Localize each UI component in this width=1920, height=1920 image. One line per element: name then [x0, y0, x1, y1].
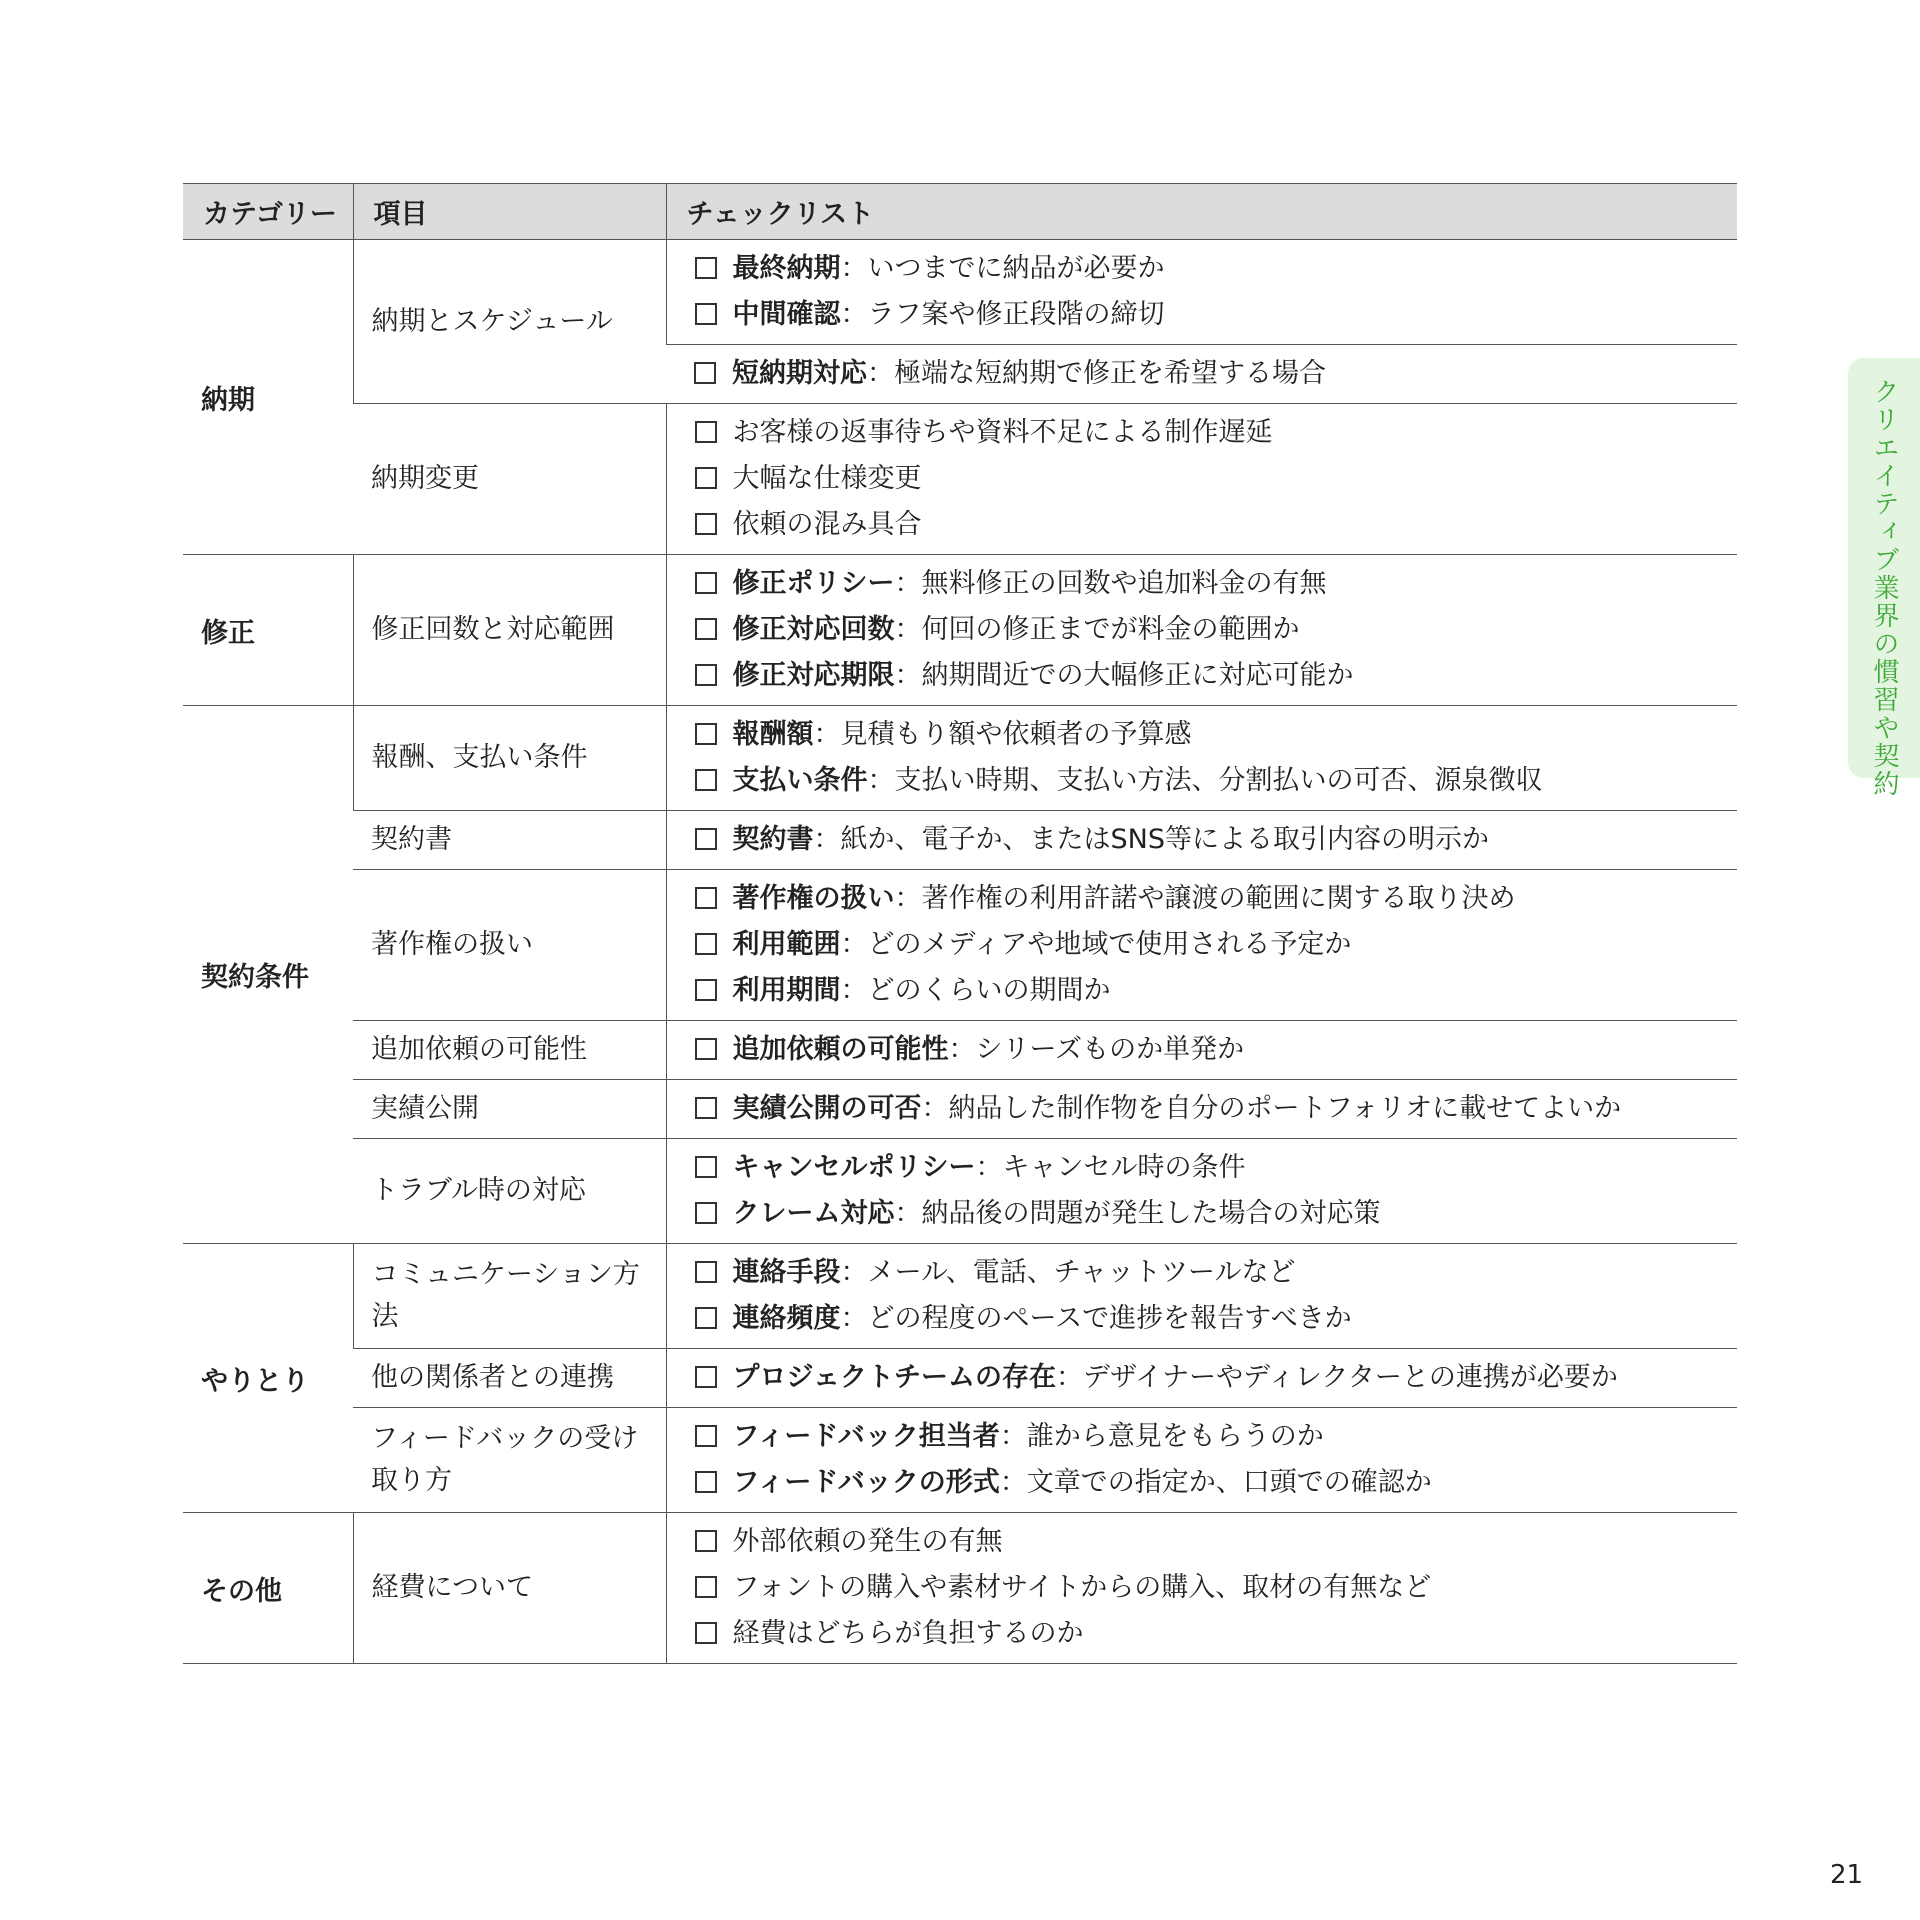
checklist-text: お客様の返事待ちや資料不足による制作遅延	[732, 417, 1273, 448]
checklist-text: ：納品した制作物を自分のポートフォリオに載せてよいか	[921, 1093, 1622, 1124]
checklist-item	[695, 1086, 1738, 1132]
checklist-cell	[666, 1139, 1737, 1244]
checkbox-icon[interactable]	[695, 1425, 717, 1447]
checklist-key: 修正対応回数	[732, 614, 895, 645]
table-row	[183, 404, 1737, 555]
checklist-text: 外部依頼の発生の有無	[732, 1526, 1003, 1557]
checklist-text: ：極端な短納期で修正を希望する場合	[867, 358, 1326, 389]
category-cell: その他	[183, 1513, 353, 1664]
checklist-item	[695, 758, 1738, 804]
checklist-key: 修正ポリシー	[732, 568, 895, 599]
checklist-text: 依頼の混み具合	[732, 509, 922, 540]
page-number: 21	[1830, 1860, 1864, 1890]
item-cell: 追加依頼の可能性	[353, 1021, 666, 1080]
checklist-text: ：いつまでに納品が必要か	[840, 253, 1165, 284]
checklist-text: ：どの程度のペースで進捗を報告すべきか	[840, 1303, 1352, 1334]
checkbox-icon[interactable]	[695, 769, 717, 791]
checklist-item	[695, 922, 1738, 968]
category-cell: 納期	[183, 240, 353, 555]
item-cell: 報酬、支払い条件	[353, 706, 666, 811]
item-cell: 修正回数と対応範囲	[353, 555, 666, 706]
checkbox-icon[interactable]	[695, 1097, 717, 1119]
checkbox-icon[interactable]	[695, 1156, 717, 1178]
table-row	[183, 1139, 1737, 1244]
checklist-key: 修正対応期限	[732, 660, 895, 691]
checkbox-icon[interactable]	[695, 572, 717, 594]
checklist-text: ：無料修正の回数や追加料金の有無	[894, 568, 1327, 599]
checkbox-icon[interactable]	[695, 1530, 717, 1552]
chapter-tab-label: クリエイティブ業界の慣習や契約	[1869, 378, 1899, 798]
checkbox-icon[interactable]	[695, 664, 717, 686]
checklist-text: ：シリーズものか単発か	[948, 1034, 1245, 1065]
checkbox-icon[interactable]	[695, 421, 717, 443]
checklist-item	[695, 456, 1738, 502]
checklist-item	[695, 1519, 1738, 1565]
checklist-text: ：ラフ案や修正段階の締切	[840, 299, 1165, 330]
checklist-table	[183, 183, 1737, 1664]
checklist-key: 実績公開の可否	[732, 1093, 922, 1124]
item-cell: 納期変更	[353, 404, 666, 555]
category-cell: 修正	[183, 555, 353, 706]
checklist-item	[695, 968, 1738, 1014]
checklist-item	[695, 653, 1738, 699]
item-cell: 著作権の扱い	[353, 870, 666, 1021]
checklist-cell	[666, 1513, 1737, 1664]
checklist-cell	[666, 870, 1737, 1021]
checklist-key: フィードバック担当者	[732, 1421, 1000, 1452]
checklist-key: クレーム対応	[732, 1198, 895, 1229]
category-cell: 契約条件	[183, 706, 353, 1244]
checklist-item	[695, 246, 1738, 292]
checklist-key: フィードバックの形式	[732, 1467, 1000, 1498]
checkbox-icon[interactable]	[695, 1038, 717, 1060]
checklist-cell	[666, 1408, 1737, 1513]
checklist-item	[695, 561, 1738, 607]
checkbox-icon[interactable]	[695, 467, 717, 489]
checklist-text: ：メール、電話、チャットツールなど	[840, 1257, 1296, 1288]
item-cell: 契約書	[353, 811, 666, 870]
item-cell: 他の関係者との連携	[353, 1349, 666, 1408]
checkbox-icon[interactable]	[695, 828, 717, 850]
checklist-item	[695, 292, 1738, 338]
checklist-key: 最終納期	[732, 253, 841, 284]
checklist-key: 支払い条件	[732, 765, 868, 796]
table-row	[183, 555, 1737, 706]
checklist-key: 利用期間	[732, 975, 841, 1006]
checkbox-icon[interactable]	[695, 1261, 717, 1283]
checklist-item	[695, 1414, 1738, 1460]
checklist-item	[695, 712, 1738, 758]
checklist-text: ：文章での指定か、口頭での確認か	[999, 1467, 1432, 1498]
item-cell: 実績公開	[353, 1080, 666, 1139]
checklist-cell	[666, 1080, 1737, 1139]
checkbox-icon[interactable]	[695, 1471, 717, 1493]
checklist-item	[695, 876, 1738, 922]
checkbox-icon[interactable]	[695, 618, 717, 640]
checklist-item	[695, 1611, 1738, 1657]
checkbox-icon[interactable]	[695, 887, 717, 909]
checklist-key: 連絡手段	[732, 1257, 841, 1288]
checklist-item	[695, 502, 1738, 548]
checklist-key: 連絡頻度	[732, 1303, 841, 1334]
checklist-item	[695, 1145, 1738, 1191]
checklist-text: ：納期間近での大幅修正に対応可能か	[894, 660, 1354, 691]
checklist-cell	[666, 555, 1737, 706]
checklist-item	[695, 410, 1738, 456]
checklist-key: 利用範囲	[732, 929, 841, 960]
checkbox-icon[interactable]	[695, 513, 717, 535]
table-row	[183, 706, 1737, 811]
checklist-item	[695, 1296, 1738, 1342]
checklist-text: ：どのくらいの期間か	[840, 975, 1111, 1006]
checkbox-icon[interactable]	[695, 1202, 717, 1224]
item-cell: コミュニケーション方法	[353, 1244, 666, 1349]
checklist-text: ：デザイナーやディレクターとの連携が必要か	[1055, 1362, 1618, 1393]
checklist-cell	[666, 1021, 1737, 1080]
checkbox-icon[interactable]	[695, 1576, 717, 1598]
checklist-cell	[666, 811, 1737, 870]
checklist-item	[695, 1565, 1738, 1611]
checklist-text: ：支払い時期、支払い方法、分割払いの可否、源泉徴収	[867, 765, 1543, 796]
checklist-item	[695, 1191, 1738, 1237]
table-row	[183, 870, 1737, 1021]
checklist-cell	[666, 345, 1737, 404]
checkbox-icon[interactable]	[695, 979, 717, 1001]
checklist-cell	[666, 240, 1737, 345]
item-cell: 納期とスケジュール	[353, 240, 666, 404]
checklist-item	[695, 817, 1738, 863]
table-row	[183, 240, 1737, 345]
checklist-cell	[666, 1349, 1737, 1408]
checkbox-icon[interactable]	[695, 723, 717, 745]
checklist-cell	[666, 1244, 1737, 1349]
checkbox-icon[interactable]	[695, 1622, 717, 1644]
checklist-key: 著作権の扱い	[732, 883, 895, 914]
header-item: 項目	[353, 184, 666, 240]
table-row	[183, 811, 1737, 870]
table-row	[183, 1021, 1737, 1080]
header-checklist: チェックリスト	[666, 184, 1737, 240]
checklist-cell	[666, 404, 1737, 555]
category-cell: やりとり	[183, 1244, 353, 1513]
item-cell: フィードバックの受け取り方	[353, 1408, 666, 1513]
checklist-text: 大幅な仕様変更	[732, 463, 922, 494]
checklist-key: 報酬額	[732, 719, 814, 750]
item-cell: トラブル時の対応	[353, 1139, 666, 1244]
checkbox-icon[interactable]	[695, 1307, 717, 1329]
checklist-text: 経費はどちらが負担するのか	[732, 1618, 1084, 1649]
table-row	[183, 1408, 1737, 1513]
checkbox-icon[interactable]	[695, 303, 717, 325]
checklist-text: ：紙か、電子か、またはSNS等による取引内容の明示か	[813, 824, 1489, 855]
checklist-text: ：どのメディアや地域で使用される予定か	[840, 929, 1352, 960]
header-category: カテゴリー	[183, 184, 353, 240]
checklist-key: プロジェクトチームの存在	[732, 1362, 1056, 1393]
checklist-item	[695, 1355, 1738, 1401]
checklist-text: フォントの購入や素材サイトからの購入、取材の有無など	[732, 1572, 1432, 1603]
checkbox-icon[interactable]	[694, 362, 716, 384]
checklist-item	[695, 1250, 1738, 1296]
checklist-key: 追加依頼の可能性	[732, 1034, 949, 1065]
checklist-text: ：キャンセル時の条件	[975, 1152, 1246, 1183]
checklist-key: 契約書	[732, 824, 814, 855]
checklist-cell	[666, 706, 1737, 811]
checklist-key: キャンセルポリシー	[732, 1152, 976, 1183]
checkbox-icon[interactable]	[695, 1366, 717, 1388]
checklist-key: 中間確認	[732, 299, 841, 330]
table-row	[183, 1080, 1737, 1139]
checklist-text: ：誰から意見をもらうのか	[999, 1421, 1324, 1452]
checklist-item	[695, 607, 1738, 653]
checklist-text: ：見積もり額や依頼者の予算感	[813, 719, 1192, 750]
checklist-text: ：著作権の利用許諾や譲渡の範囲に関する取り決め	[894, 883, 1516, 914]
item-cell: 経費について	[353, 1513, 666, 1664]
table-row	[183, 1349, 1737, 1408]
table-header-row	[183, 184, 1737, 240]
checklist-text: ：何回の修正までが料金の範囲か	[894, 614, 1300, 645]
table-row	[183, 1244, 1737, 1349]
checklist-item	[694, 351, 1737, 397]
table-body	[183, 240, 1737, 1664]
checklist-text: ：納品後の問題が発生した場合の対応策	[894, 1198, 1381, 1229]
checklist-item	[695, 1027, 1738, 1073]
checklist-key: 短納期対応	[732, 358, 867, 389]
table-row	[183, 1513, 1737, 1664]
checkbox-icon[interactable]	[695, 933, 717, 955]
checkbox-icon[interactable]	[695, 257, 717, 279]
checklist-item	[695, 1460, 1738, 1506]
